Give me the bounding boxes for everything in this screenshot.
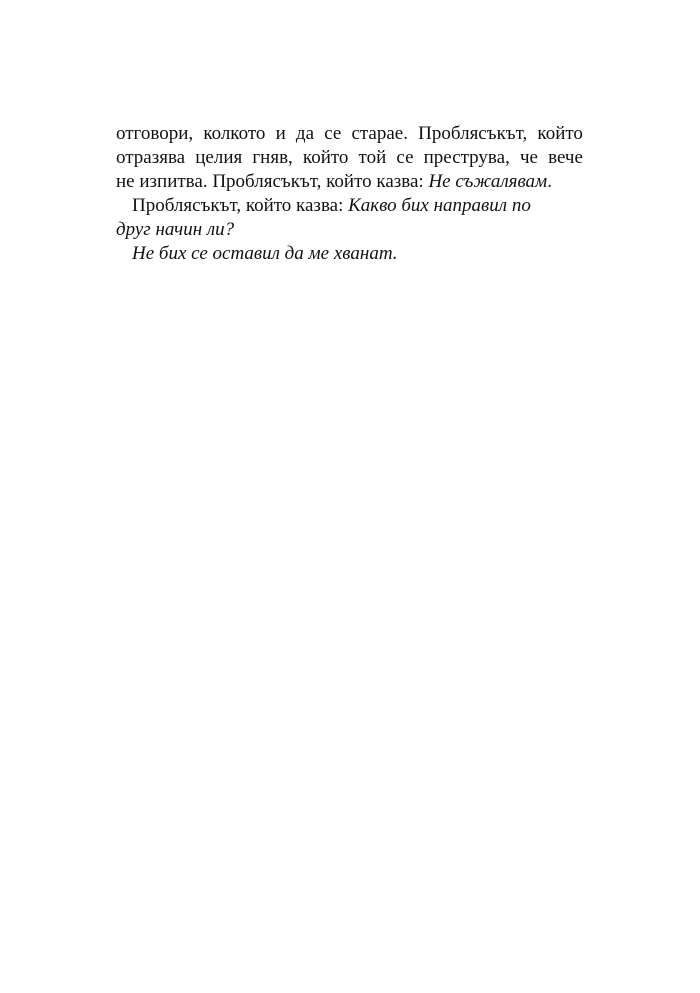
text-line — [116, 146, 583, 170]
word: че — [519, 147, 538, 168]
italic-phrase: Не бих се оставил да ме хванат. — [132, 243, 398, 264]
text-line — [116, 194, 583, 218]
text-line — [116, 218, 583, 242]
word: отговори, — [116, 123, 194, 144]
word: отразява — [116, 147, 186, 168]
word: гняв, — [252, 147, 293, 168]
text-line — [116, 122, 583, 146]
word: да — [295, 123, 315, 144]
word: който — [537, 123, 583, 144]
line-text: . — [547, 171, 552, 192]
text-line — [116, 242, 583, 266]
body-text — [116, 122, 583, 266]
word: се — [324, 123, 342, 144]
italic-phrase: друг начин ли? — [116, 219, 235, 240]
word: и — [275, 123, 286, 144]
word: той — [358, 147, 387, 168]
word: целия — [195, 147, 243, 168]
word: който — [302, 147, 349, 168]
word: преструва, — [423, 147, 510, 168]
line-text: Проблясъкът, който казва: — [132, 195, 349, 216]
word: вече — [548, 147, 583, 168]
italic-phrase: Не съжалявам — [428, 171, 548, 192]
line-text — [116, 146, 583, 170]
text-line — [116, 170, 583, 194]
word: старае. — [351, 123, 408, 144]
word: колкото — [203, 123, 266, 144]
line-text — [116, 122, 583, 146]
italic-phrase: Какво бих направил по — [348, 195, 531, 216]
line-text: не изпитва. Проблясъкът, който казва: — [116, 171, 429, 192]
word: Проблясъкът, — [418, 123, 528, 144]
word: се — [396, 147, 414, 168]
